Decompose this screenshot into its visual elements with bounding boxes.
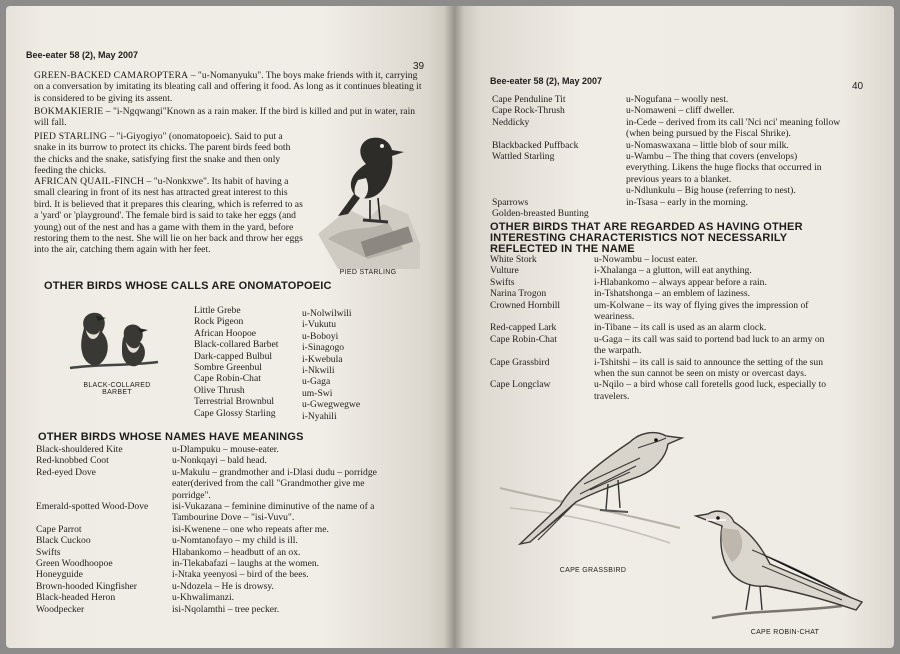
section-title-meanings: OTHER BIRDS WHOSE NAMES HAVE MEANINGS xyxy=(38,431,304,443)
entry-name: GREEN-BACKED CAMAROPTERA xyxy=(34,70,189,81)
list-item: Rock Pigeon xyxy=(194,316,244,328)
top-text-column xyxy=(626,94,840,208)
list-item: u-Ndlunkulu – Big house (referring to nest). xyxy=(626,185,796,197)
left-page-header: Bee-eater 58 (2), May 2007 xyxy=(26,50,139,60)
meanings-bird-column xyxy=(36,444,148,615)
entry-pied-starling xyxy=(34,131,304,177)
right-page xyxy=(454,6,894,648)
list-item: Green Woodhoopoe xyxy=(36,558,113,570)
list-item: Red-knobbed Coot xyxy=(36,455,109,467)
list-item: in-Tsasa – early in the morning. xyxy=(626,196,748,208)
list-item: previous years to a blanket. xyxy=(626,173,732,185)
barbet-caption xyxy=(70,382,164,396)
list-item: Neddicky xyxy=(492,116,530,128)
list-item: u-Khwalimanzi. xyxy=(172,592,235,604)
entry-text: – "i-Giyogiyo" (onomatopoeic). Said to put a snake in its burrow to protect its chicks. The parent birds feed both the chicks and the snake, satisfying first the snake and then only feeding the chicks. xyxy=(34,131,291,177)
list-item: i-Ntaka yeenyosi – bird of the bees. xyxy=(172,569,309,581)
list-item xyxy=(36,478,148,489)
list-item xyxy=(492,162,589,173)
list-item: porridge". xyxy=(172,489,211,501)
list-item xyxy=(492,128,589,139)
list-item: Black-headed Heron xyxy=(36,592,116,604)
list-item: i-Vukutu xyxy=(302,319,337,331)
entry-text: – "i-Ngqwangi"Known as a rain maker. If the bird is killed and put in water, rain will fall. xyxy=(34,106,416,129)
entry-african-quail-finch xyxy=(34,176,304,256)
list-item: um-Swi xyxy=(302,387,333,399)
onomatopoeic-bird-column xyxy=(194,305,278,419)
list-item: White Stork xyxy=(490,254,537,265)
cape-robin-chat-illustration xyxy=(692,506,870,631)
list-item: Honeyguide xyxy=(36,569,83,581)
list-item: i-Nkwili xyxy=(302,365,335,377)
cape-robin-chat-caption: CAPE ROBIN-CHAT xyxy=(750,629,820,636)
list-item: Sombre Greenbul xyxy=(194,362,262,374)
list-item: um-Kolwane – its way of flying gives the impression of xyxy=(594,299,809,311)
list-item: u-Gaga – its call was said to portend bad luck to an army on xyxy=(594,333,825,345)
list-item: Swifts xyxy=(490,276,515,288)
list-item: Little Grebe xyxy=(194,305,241,316)
cape-grassbird-caption: CAPE GRASSBIRD xyxy=(559,567,627,574)
list-item: u-Wambu – The thing that covers (envelops) xyxy=(626,151,798,163)
list-item xyxy=(490,345,560,356)
list-item: Hlabankomo – headbutt of an ox. xyxy=(172,546,301,558)
list-item: African Hoopoe xyxy=(194,327,257,339)
list-item: Cape Longclaw xyxy=(490,379,551,391)
section-title-line: REFLECTED IN THE NAME xyxy=(490,243,635,255)
entry-name: PIED STARLING xyxy=(34,131,107,142)
pied-starling-illustration xyxy=(308,124,420,269)
list-item: the warpath. xyxy=(594,345,642,357)
list-item: weariness. xyxy=(594,311,635,323)
section-title-onomatopoeic: OTHER BIRDS WHOSE CALLS ARE ONOMATOPOEIC xyxy=(44,280,332,292)
list-item: i-Hlabankomo – always appear before a rain. xyxy=(594,276,767,288)
list-item: isi-Vukazana – feminine diminutive of the name of a xyxy=(172,501,375,513)
list-item: u-Nolwilwili xyxy=(302,308,352,319)
list-item: isi-Nqolamthi – tree pecker. xyxy=(172,603,280,615)
list-item: Vulture xyxy=(490,265,519,277)
list-item: i-Tshitshi – its call is said to announce the setting of the sun xyxy=(594,356,824,368)
list-item xyxy=(492,185,589,196)
list-item: Brown-hooded Kingfisher xyxy=(36,580,137,592)
left-page xyxy=(6,6,454,648)
list-item: in-Tlekabafazi – laughs at the women. xyxy=(172,558,320,570)
list-item: Red-eyed Dove xyxy=(36,466,96,478)
list-item: u-Nqilo – a bird whose call foretells good luck, especially to xyxy=(594,379,827,391)
list-item: Crowned Hornbill xyxy=(490,299,561,311)
list-item: eater(derived from the call "Grandmother give me xyxy=(172,478,365,490)
list-item: i-Xhalanga – a glutton, will eat anything. xyxy=(594,265,752,277)
meanings-text-column xyxy=(172,444,377,615)
list-item: i-Kwebula xyxy=(302,353,343,365)
top-bird-column xyxy=(492,94,589,219)
entry-text: – "u-Nonkxwe". Its habit of having a small clearing in front of its nest has attracted great interest to this bird. It is believed that it prepares this clearing, which is referred to as a 'yard' or 'playground'. The female bird is said to take her eggs (and young) out of the nest and has a game with them in the yard, before restoring them to the nest. She will lie on her back and throw her eggs into the air, catching them again with her feet. xyxy=(34,176,303,256)
list-item: Black-collared Barbet xyxy=(194,339,279,351)
list-item: u-Dlampuku – mouse-eater. xyxy=(172,444,279,455)
other-bird-column xyxy=(490,254,560,391)
list-item: u-Nonkqayi – bald head. xyxy=(172,455,267,467)
list-item: u-Nomtanofayo – my child is ill. xyxy=(172,535,298,547)
list-item: u-Makulu – grandmother and i-Dlasi dudu – porridge xyxy=(172,466,377,478)
list-item: Terrestrial Brownbul xyxy=(194,396,275,408)
section-title-line: OTHER BIRDS THAT ARE REGARDED AS HAVING OTHER xyxy=(490,221,803,233)
list-item: u-Boboyi xyxy=(302,330,339,342)
cape-grassbird-illustration xyxy=(490,418,690,568)
section-title-line: INTERESTING CHARACTERISTICS NOT NECESSARILY xyxy=(490,232,788,244)
list-item: Swifts xyxy=(36,546,61,558)
list-item xyxy=(490,311,560,322)
right-page-number: 40 xyxy=(852,81,864,92)
list-item: Wattled Starling xyxy=(492,151,555,163)
entry-text: – "u-Nomanyuku". The boys make friends with it, carrying on a conversation by imitating its bleating call and offering it food. As long as it continues bleating it is considered to be giving its assent. xyxy=(34,70,422,104)
onomatopoeic-name-column xyxy=(302,308,360,422)
black-collared-barbet-illustration xyxy=(66,306,162,382)
list-item xyxy=(36,512,148,523)
entry-name: AFRICAN QUAIL-FINCH xyxy=(34,176,145,187)
list-item: Cape Rock-Thrush xyxy=(492,105,565,117)
list-item: u-Nomaswaxana – little blob of sour milk. xyxy=(626,139,789,151)
section-title-characteristics xyxy=(490,222,803,255)
open-book xyxy=(6,6,894,648)
list-item: Cape Robin-Chat xyxy=(194,373,261,385)
list-item: (when being pursued by the Fiscal Shrike). xyxy=(626,128,791,140)
list-item: Red-capped Lark xyxy=(490,322,557,334)
list-item: in-Cede – derived from its call 'Nci nci' meaning follow xyxy=(626,116,841,128)
list-item: Narina Trogon xyxy=(490,288,547,300)
list-item: i-Nyahili xyxy=(302,410,337,422)
list-item: when the sun cannot be seen on misty or overcast days. xyxy=(594,368,807,380)
list-item: in-Tshatshonga – an emblem of laziness. xyxy=(594,288,750,300)
list-item: travelers. xyxy=(594,390,630,402)
book-gutter xyxy=(444,6,464,648)
list-item: u-Gwegwegwe xyxy=(302,399,361,411)
list-item: Cape Parrot xyxy=(36,523,82,535)
list-item: u-Nomaweni – cliff dweller. xyxy=(626,105,735,117)
list-item: isi-Kwenene – one who repeats after me. xyxy=(172,523,329,535)
list-item: Cape Grassbird xyxy=(490,356,550,368)
list-item: Woodpecker xyxy=(36,603,85,615)
list-item: Cape Penduline Tit xyxy=(492,94,566,105)
barbet-caption-line: BLACK-COLLARED xyxy=(83,382,151,389)
list-item: everything. Likens the huge flocks that occurred in xyxy=(626,162,822,174)
pied-starling-caption: PIED STARLING xyxy=(339,269,397,276)
list-item xyxy=(492,174,589,185)
entry-green-backed-camaroptera xyxy=(34,70,422,104)
right-page-header: Bee-eater 58 (2), May 2007 xyxy=(490,76,603,86)
list-item: Tambourine Dove – "isi-Vuvu". xyxy=(172,512,295,524)
entry-name: BOKMAKIERIE xyxy=(34,106,104,117)
list-item: Blackbacked Puffback xyxy=(492,139,579,151)
list-item: Sparrows xyxy=(492,196,529,208)
list-item xyxy=(490,368,560,379)
list-item: Golden-breasted Bunting xyxy=(492,208,589,219)
list-item: u-Nowambu – locust eater. xyxy=(594,254,698,265)
list-item: i-Sinagogo xyxy=(302,342,345,354)
list-item: Olive Thrush xyxy=(194,384,245,396)
list-item: in-Tibane – its call is used as an alarm clock. xyxy=(594,322,767,334)
list-item: Black Cuckoo xyxy=(36,535,91,547)
list-item: u-Gaga xyxy=(302,376,331,388)
barbet-caption-line: BARBET xyxy=(102,389,132,396)
left-page-number: 39 xyxy=(413,61,425,72)
list-item: Cape Robin-Chat xyxy=(490,333,557,345)
list-item: Emerald-spotted Wood-Dove xyxy=(36,501,149,512)
list-item xyxy=(36,490,148,501)
list-item: u-Nogufana – woolly nest. xyxy=(626,94,729,105)
list-item: u-Ndozela – He is drowsy. xyxy=(172,580,274,592)
other-text-column xyxy=(594,254,826,402)
list-item: Cape Glossy Starling xyxy=(194,407,276,419)
list-item: Black-shouldered Kite xyxy=(36,444,123,455)
list-item: Dark-capped Bulbul xyxy=(194,350,273,362)
